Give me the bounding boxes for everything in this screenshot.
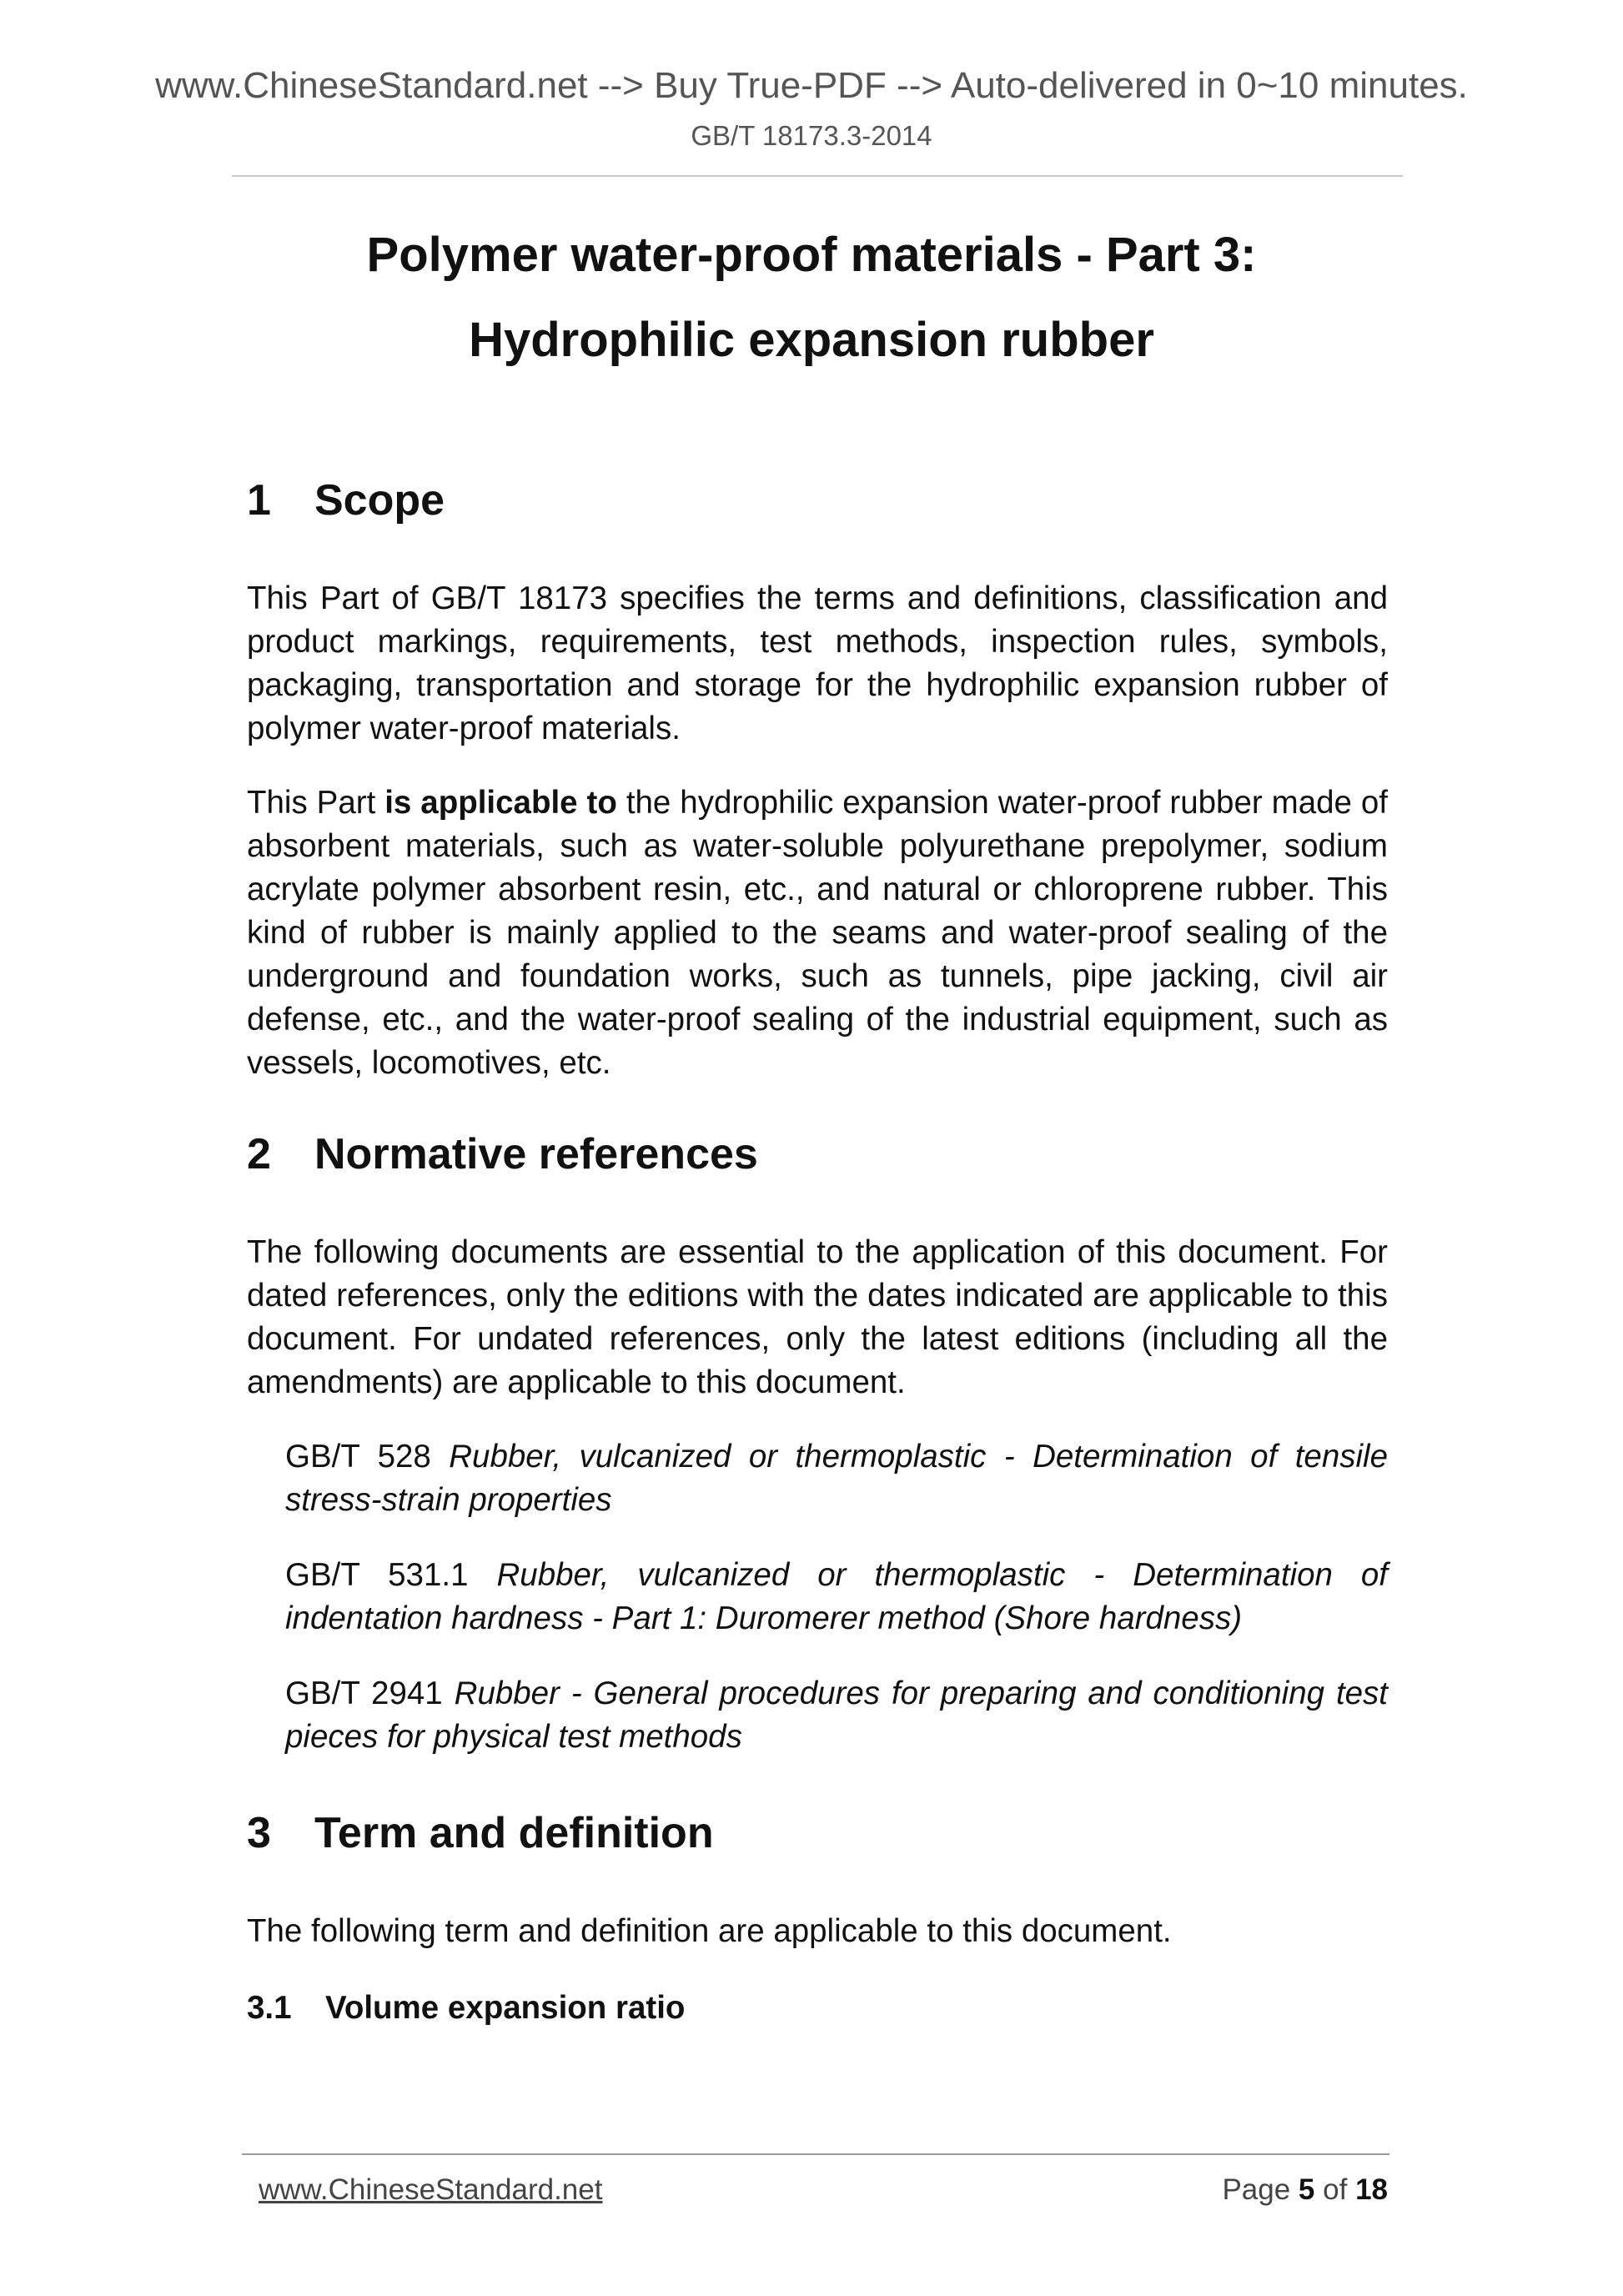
footer-website-link[interactable]: www.ChineseStandard.net <box>259 2173 603 2206</box>
subsection-number: 3.1 <box>247 1990 292 2026</box>
page-title-line1: Polymer water-proof materials - Part 3: <box>366 228 1257 282</box>
scope-p2-rest: the hydrophilic expansion water-proof rubber made of absorbent materials, such as water-soluble polyurethane prepolymer, sodium acrylate polymer absorbent resin, etc., and natural or chloroprene rubber. This kind of rubber is mainly applied to the seams and water-proof sealing of the underground and foundation works, such as tunnels, pipe jacking, civil air defense, etc., and the water-proof sealing of the industrial equipment, such as vessels, locomotives, etc. <box>247 785 1388 1081</box>
section-heading-terms <box>247 1808 714 1858</box>
header-standard-id: GB/T 18173.3-2014 <box>691 120 932 151</box>
reference-item <box>285 1672 1388 1759</box>
normative-intro: The following documents are essential to the application of this document. For dated references, only the editions with the dates indicated are applicable to this document. For undated references, only the latest editions (including all the amendments) are applicable to this document. <box>247 1234 1388 1400</box>
section-title: Term and definition <box>314 1809 714 1857</box>
reference-item <box>285 1435 1388 1522</box>
scope-p2-start: This Part <box>247 785 385 821</box>
section-heading-normative <box>247 1129 758 1179</box>
scope-paragraph-2 <box>247 781 1388 1085</box>
reference-title: Rubber, vulcanized or thermoplastic - Determination of indentation hardness - Part 1: Duromerer method (Shore hardness) <box>285 1557 1388 1636</box>
reference-code: GB/T 528 <box>285 1439 431 1475</box>
section-number: 3 <box>247 1809 271 1857</box>
subsection-heading-volume-expansion <box>247 1990 685 2027</box>
header-divider <box>232 175 1403 177</box>
scope-paragraph-1: This Part of GB/T 18173 specifies the terms and definitions, classification and product markings, requirements, test methods, inspection rules, symbols, packaging, transportation and storage for the hydrophilic expansion rubber of polymer water-proof materials. <box>247 580 1388 746</box>
page-title-line2: Hydrophilic expansion rubber <box>469 313 1154 367</box>
section-title: Scope <box>314 476 445 525</box>
section-title: Normative references <box>314 1130 758 1178</box>
reference-item <box>285 1554 1388 1640</box>
section-heading-scope <box>247 475 445 525</box>
subsection-title: Volume expansion ratio <box>325 1990 686 2026</box>
footer-divider <box>242 2153 1389 2155</box>
page-current: 5 <box>1298 2173 1315 2206</box>
terms-intro: The following term and definition are applicable to this document. <box>247 1913 1172 1949</box>
page-label: Page <box>1222 2173 1291 2206</box>
footer-page-number <box>1201 2173 1388 2207</box>
reference-title: Rubber, vulcanized or thermoplastic - Determination of tensile stress-strain properties <box>285 1439 1388 1518</box>
scope-p2-emphasis: is applicable to <box>384 785 617 821</box>
reference-code: GB/T 2941 <box>285 1676 443 1711</box>
page-of: of <box>1323 2173 1348 2206</box>
reference-title: Rubber - General procedures for preparing and conditioning test pieces for physical test methods <box>285 1676 1388 1755</box>
section-number: 1 <box>247 476 271 525</box>
reference-code: GB/T 531.1 <box>285 1557 469 1593</box>
header-banner: www.ChineseStandard.net --> Buy True-PDF --> Auto-delivered in 0~10 minutes. <box>155 65 1468 106</box>
page-total: 18 <box>1355 2173 1388 2206</box>
section-number: 2 <box>247 1130 271 1178</box>
